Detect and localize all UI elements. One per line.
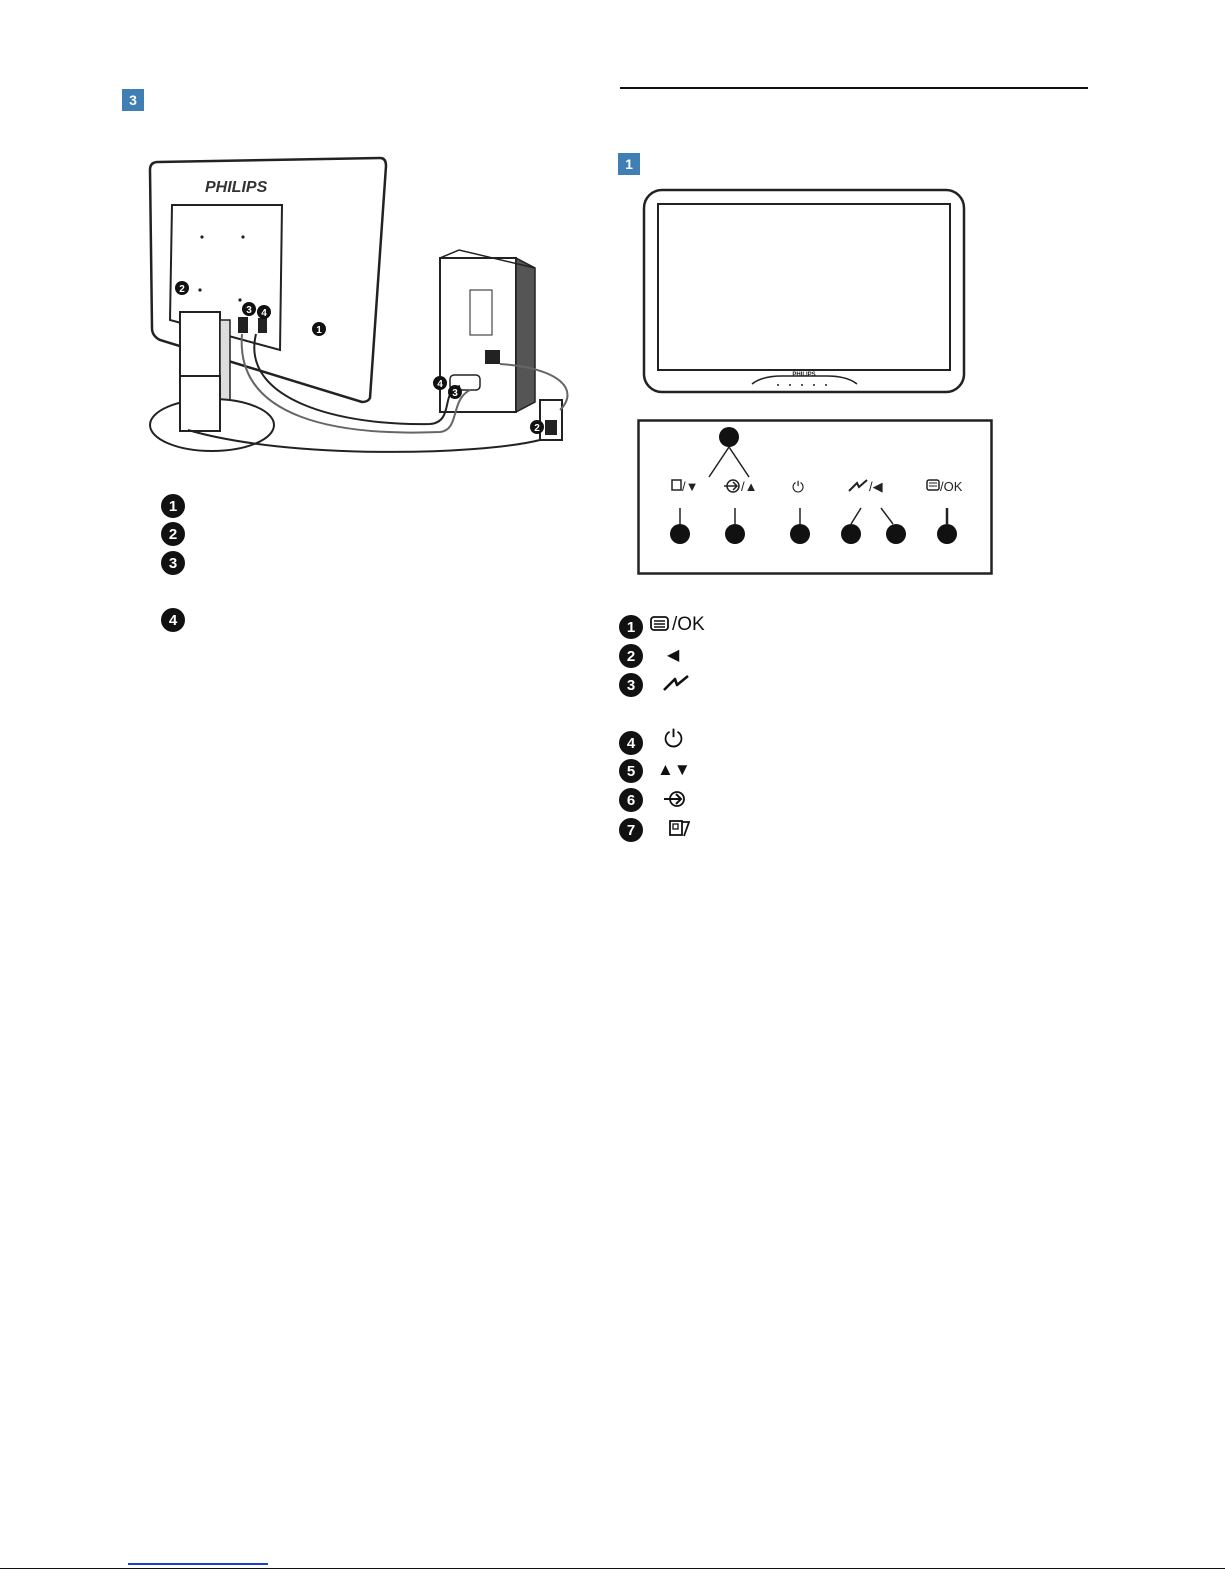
legend-number-3: 3 (161, 551, 185, 575)
menu-icon (649, 614, 671, 640)
monitor-front-diagram (642, 188, 967, 398)
panel-power-icon: ⏻ (792, 479, 804, 496)
control-legend-number-6: 6 (619, 788, 643, 812)
control-legend-number-7: 7 (619, 818, 643, 842)
callout-1a: 1 (316, 325, 322, 336)
step-badge-1: 1 (618, 153, 640, 175)
callout-3a: 3 (246, 305, 252, 316)
callout-4b: 4 (437, 379, 443, 390)
callout-2b: 2 (534, 423, 540, 434)
callout-4a: 4 (261, 308, 267, 319)
panel-label-down: /▼ (682, 479, 699, 494)
bezel-brand-logo: PHILIPS (792, 372, 816, 378)
legend-number-2: 2 (161, 522, 185, 546)
legend-ok-label: /OK (672, 614, 705, 635)
control-legend-number-4: 4 (619, 731, 643, 755)
footer-link-underline[interactable] (128, 1563, 268, 1565)
power-icon: ⏻ (664, 726, 683, 753)
smartimage-icon (661, 673, 691, 699)
control-button-panel (637, 419, 993, 576)
monitor-connection-diagram (140, 150, 600, 470)
step-badge-3: 3 (122, 89, 144, 111)
monitor-brand-logo: PHILIPS (205, 179, 268, 196)
control-legend-number-1: 1 (619, 615, 643, 639)
legend-number-4: 4 (161, 608, 185, 632)
up-down-icon: ▲▼ (657, 760, 691, 779)
control-legend-number-2: 2 (619, 644, 643, 668)
footer-divider (0, 1568, 1225, 1569)
section-divider (620, 87, 1088, 89)
panel-label-ok: /OK (940, 479, 963, 494)
control-legend-number-3: 3 (619, 673, 643, 697)
control-legend-number-5: 5 (619, 759, 643, 783)
panel-label-up: /▲ (741, 479, 758, 494)
callout-3b: 3 (452, 388, 458, 399)
legend-number-1: 1 (161, 494, 185, 518)
callout-2a: 2 (179, 284, 185, 295)
input-icon (662, 788, 688, 816)
smartresponse-icon (667, 818, 693, 846)
panel-label-back: /◀ (869, 479, 883, 494)
back-arrow-icon: ◀ (667, 647, 680, 664)
